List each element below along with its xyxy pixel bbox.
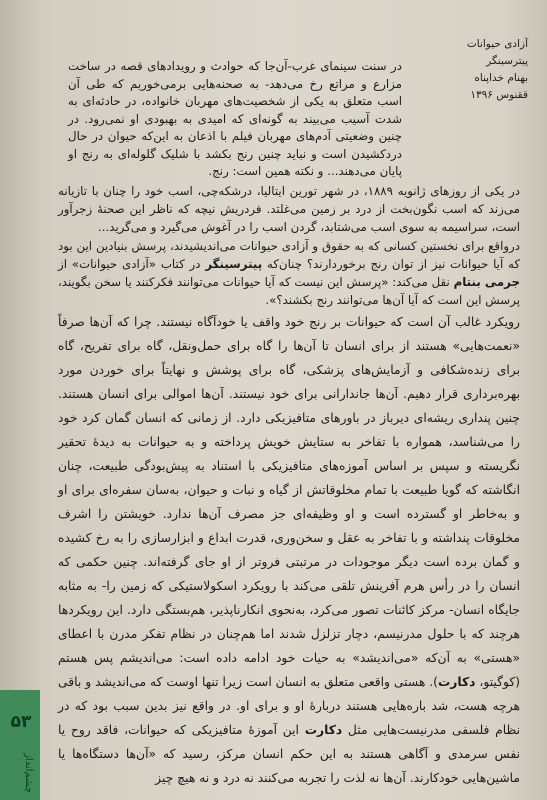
descartes-name-bold-2: دکارت xyxy=(304,722,343,737)
paragraph-4-c: این آموزهٔ متافیزیکی که حیوانات، فاقد روح یا نفس سرمدی و آگاهی هستند به این حکم انسان مرکز، رسید که «آن‌ها دستگاه‌ها یا ماشین‌هایی خودکارند. آن‌ها نه لذت را تجربه می‌کنند نه درد و نه هیچ چیز xyxy=(58,722,520,785)
paragraph-4-b: ). هستی واقعی متعلق به انسان است زیرا تنها اوست که می‌اندیشد و باقی هرچه هست، شد باره‌هایی هستند دربارهٔ او و برای او. در واقع نیز بدین سبب بود که در نظام فلسفی مدرنیست‌هایی مثل xyxy=(58,674,520,737)
book-publisher-year: ققنوس ۱۳۹۶ xyxy=(470,89,528,101)
page-number: ۵۳ xyxy=(10,712,32,732)
paragraph-2: در یکی از روزهای ژانویه ۱۸۸۹، در شهر تورین ایتالیا، درشکه‌چی، اسب خود را چنان با تازیانه می‌زند که اسب نگون‌بخت از درد بر زمین می‌غلتد. فردریش نیچه که ناظر این صحنهٔ زجرآور است، سراسیمه به سوی اسب می‌شتابد، گردن اسب را در آغوش می‌گیرد و می‌گرید... xyxy=(58,183,521,234)
paragraph-4-a: رویکرد غالب آن است که حیوانات بر رنج خود واقف یا خودآگاه نیستند. چرا که آن‌ها صرفاً «نعمت‌هایی» هستند از برای انسان تا آن‌ها را گاه برای حمل‌ونقل، گاه برای تفریح، گاه برای زنده‌شکافی و آزمایش‌های پزشکی، گاه برای پوشش و نهایتاً برای خوردن مورد بهره‌برداری قرار دهیم. آن‌ها جاندارانی برای خود نیستند. آن‌ها اموالی برای انسان هستند. چنین پنداری ریشه‌ای دیرباز در باورهای متافیزیکی دارد. از زمانی که انسان گمان کرد خود را می‌شناسد، همواره با تفاخر به ستایش خویش پرداخته و به حیوانات به دیدهٔ تحقیر نگریسته و سپس بر اساس آموزه‌های متافیزیکی با استناد به پیش‌بودگی طبیعت، چنان انگاشته که گویا طبیعت با تمام مخلوقاتش از گیاه و نبات و حیوان، به‌سان سفره‌ای برای او و به‌خاطر او گسترده است و او وظیفه‌ای جز مصرف آن‌ها ندارد. خویشتن را اشرف مخلوقات پنداشته و با تفاخر به عقل و سخن‌وری، قدرت ابداع و ابزارسازی را به رخ کشیده و گمان برده است دیگر موجودات در مرتبتی فروتر از او جای گرفته‌اند. چنین حکمی که انسان را در رأس هرم آفرینش تلقی می‌کند با رویکرد اسکولاستیکی که زمین را- به مثابه جایگاه انسان- مرکز کائنات تصور می‌کرد، به‌نحوی انکارناپذیر، هم‌بستگی دارد. این رویکردها هرچند که با حلول مدرنیسم، دچار تزلزل شدند اما هم‌چنان در نظام تفکر مدرن با اعطای «هستی» به آن‌که «می‌اندیشد» به حیات خود ادامه داده است: می‌اندیشم پس هستم (کوگیتو، xyxy=(58,314,520,689)
paragraph-3 xyxy=(58,237,520,309)
paragraph-1: در سنت سینمای غرب-آن‌جا که حوادث و رویدادهای قصه در ساخت مزارع و مراتع رخ می‌دهد- به صحنه‌هایی برمی‌خوریم که طی آن اسب متعلق به یکی از شخصیت‌های مهربان خانواده، در حادثه‌ای به شدت آسیب می‌بیند به گونه‌ای که امیدی به بهبودی او نمی‌رود. در چنین وضعیتی آدم‌های مهربان فیلم با اذعان به این‌که حیوان در حال دردکشیدن است و نباید چنین رنج بکشد با شلیک گلوله‌ای به رنج او پایان می‌دهند... و نکته همین است: رنج. xyxy=(68,59,402,178)
section-label: چشم‌انداز xyxy=(23,752,34,794)
paragraph-4 xyxy=(58,310,520,790)
paragraph-3-tail: نقل می‌کند: «پرسش این نیست که آیا حیوانات می‌توانند فکرکنند یا سخن بگویند، پرسش این است که آیا آن‌ها می‌توانند رنج بکشند؟». xyxy=(58,274,520,307)
descartes-name-bold: دکارت xyxy=(437,674,476,689)
book-author: پیترسینگر xyxy=(486,55,528,67)
bentham-name-bold: جرمی بنتام xyxy=(453,274,521,289)
book-translator: بهنام خداپناه xyxy=(474,72,528,84)
paragraph-3-mid: در کتاب «آزادی حیوانات» از xyxy=(58,256,206,271)
article-body xyxy=(58,58,520,791)
book-title: آزادی حیوانات xyxy=(466,38,528,50)
paragraph-3-lead: درواقع برای نخستین کسانی که به حقوق و آزادی حیوانات می‌اندیشیدند، پرسش بنیادین این بود که آیا حیوانات نیز از توان رنج برخوردارند؟ چنان‌که xyxy=(58,238,521,271)
author-name-bold: پیترسینگر xyxy=(205,256,263,271)
